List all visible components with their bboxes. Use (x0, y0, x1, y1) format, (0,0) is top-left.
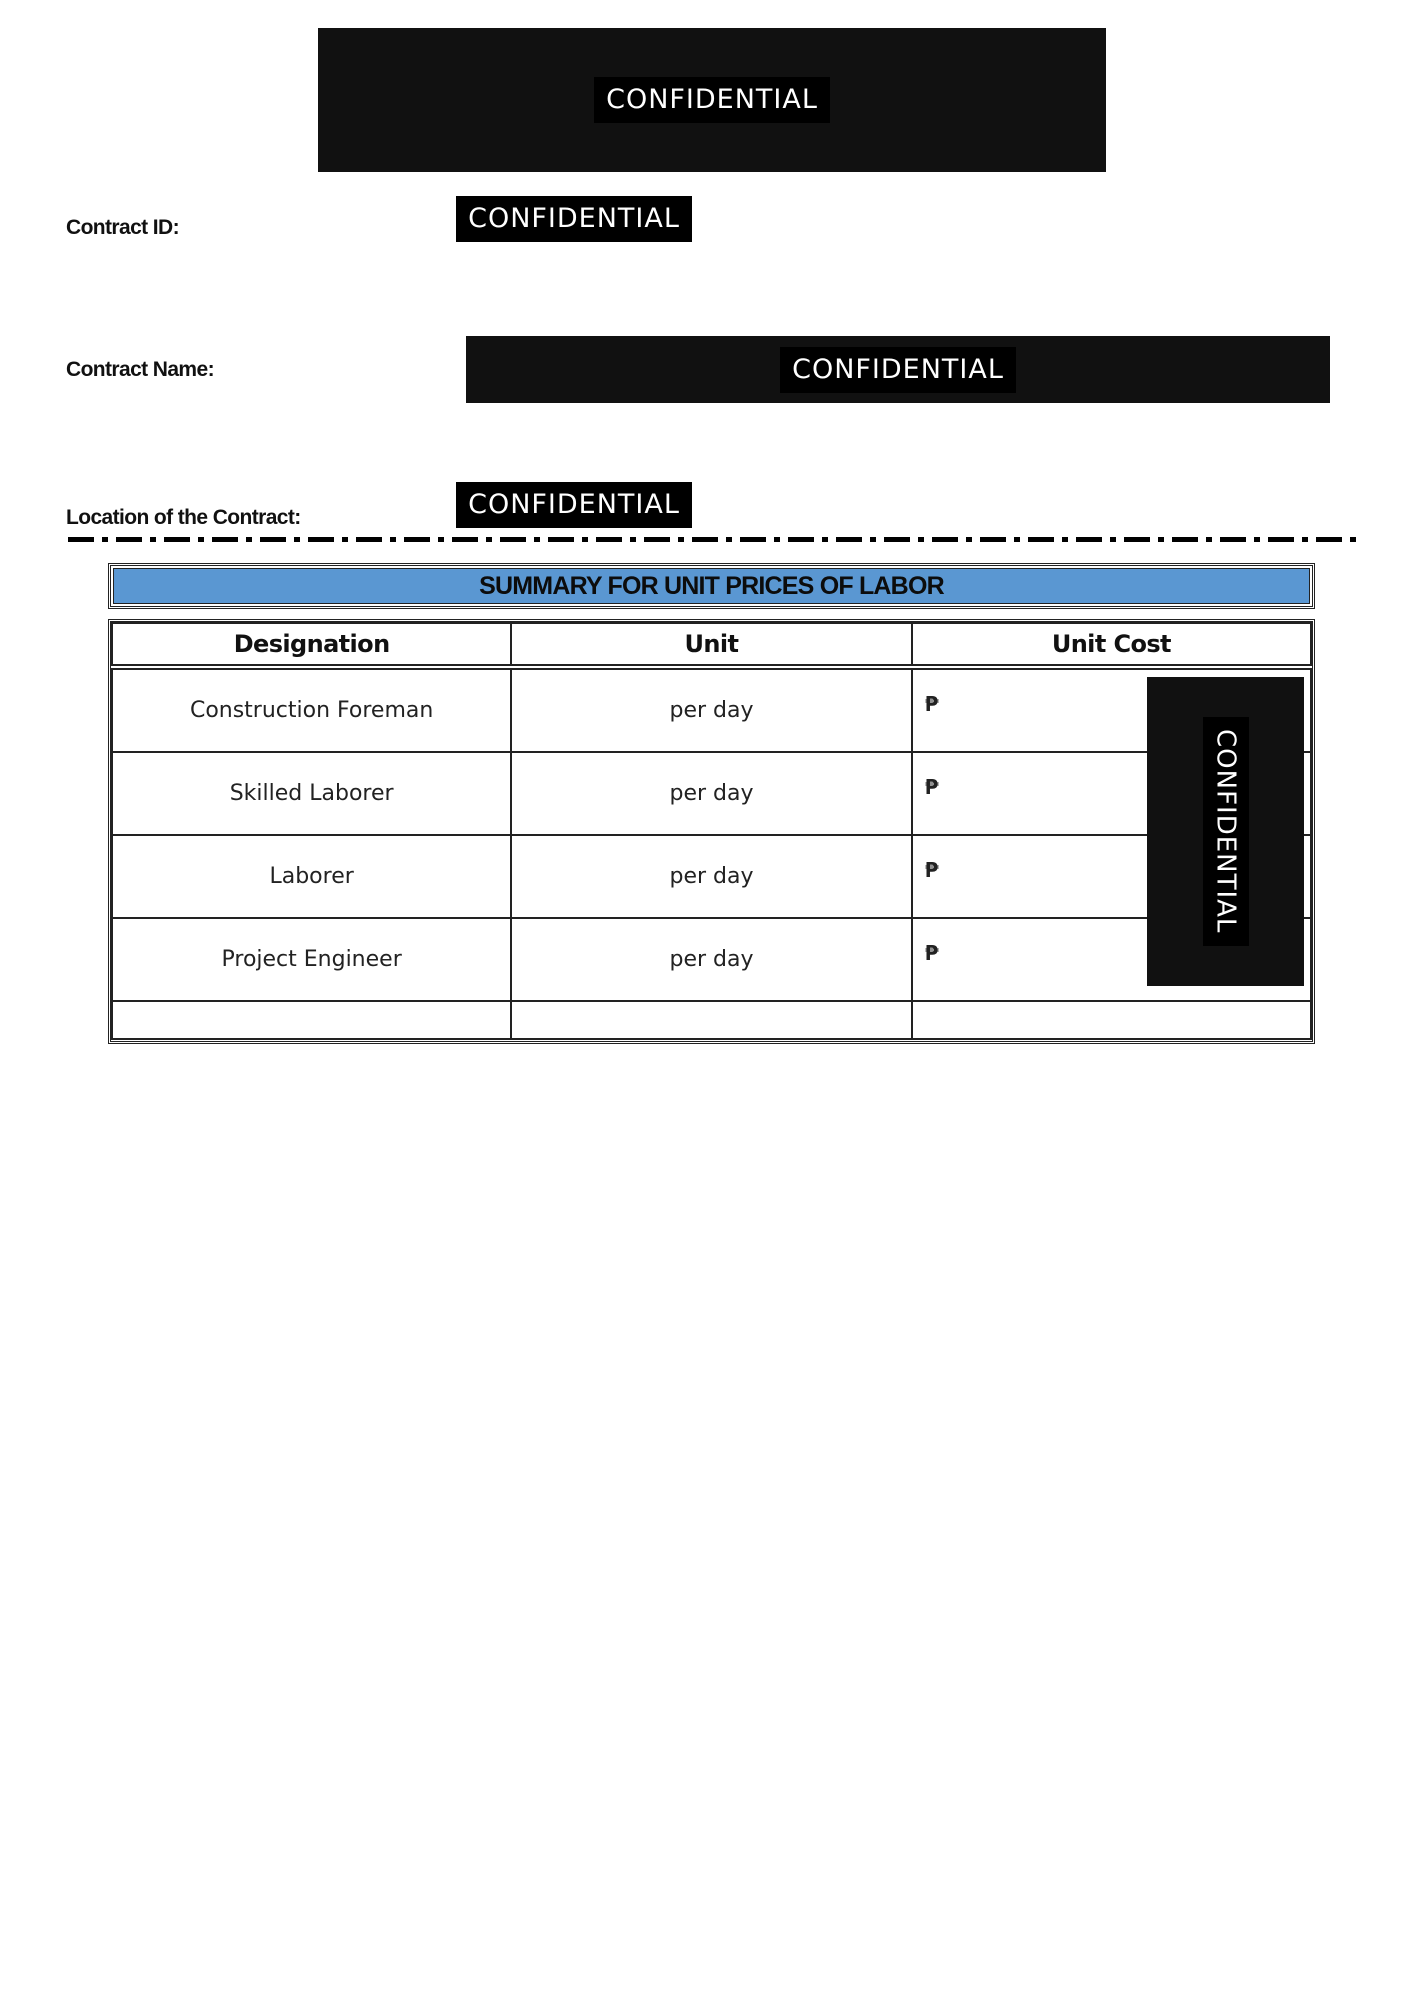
header-unit: Unit (511, 623, 911, 667)
redacted-location (463, 482, 685, 528)
location-label: Location of the Contract: (66, 506, 301, 529)
confidential-tag: CONFIDENTIAL (456, 196, 692, 242)
empty-cell (912, 1001, 1311, 1039)
contract-name-label: Contract Name: (66, 358, 214, 381)
empty-cell (511, 1001, 911, 1039)
table-row (112, 918, 1311, 1001)
peso-sign: ₱ (924, 858, 939, 882)
header-unit-cost: Unit Cost (912, 623, 1311, 667)
peso-sign: ₱ (924, 775, 939, 799)
unit-cell: per day (511, 918, 911, 1001)
redacted-unit-costs (1147, 677, 1304, 986)
redacted-contract-name (466, 336, 1330, 403)
unit-cell: per day (511, 835, 911, 918)
confidential-tag-vertical: CONFIDENTIAL (1203, 717, 1249, 945)
peso-sign: ₱ (924, 941, 939, 965)
empty-cell (112, 1001, 511, 1039)
confidential-tag: CONFIDENTIAL (594, 77, 830, 123)
table-row (112, 835, 1311, 918)
contract-id-label: Contract ID: (66, 216, 179, 239)
table-row-empty (112, 1001, 1311, 1039)
table-row (112, 752, 1311, 835)
designation-cell: Skilled Laborer (112, 752, 511, 835)
redacted-contract-id (463, 196, 685, 242)
unit-cell: per day (511, 752, 911, 835)
peso-sign: ₱ (924, 692, 939, 716)
header-designation: Designation (112, 623, 511, 667)
labor-price-table (108, 619, 1315, 1044)
redacted-header (318, 28, 1106, 172)
table-title-box (108, 563, 1315, 609)
unit-cell: per day (511, 667, 911, 752)
designation-cell: Construction Foreman (112, 667, 511, 752)
confidential-tag: CONFIDENTIAL (780, 347, 1016, 393)
designation-cell: Laborer (112, 835, 511, 918)
table-title: SUMMARY FOR UNIT PRICES OF LABOR (113, 568, 1310, 604)
designation-cell: Project Engineer (112, 918, 511, 1001)
confidential-tag: CONFIDENTIAL (456, 482, 692, 528)
table-row (112, 667, 1311, 752)
dash-dot-divider (68, 537, 1360, 542)
